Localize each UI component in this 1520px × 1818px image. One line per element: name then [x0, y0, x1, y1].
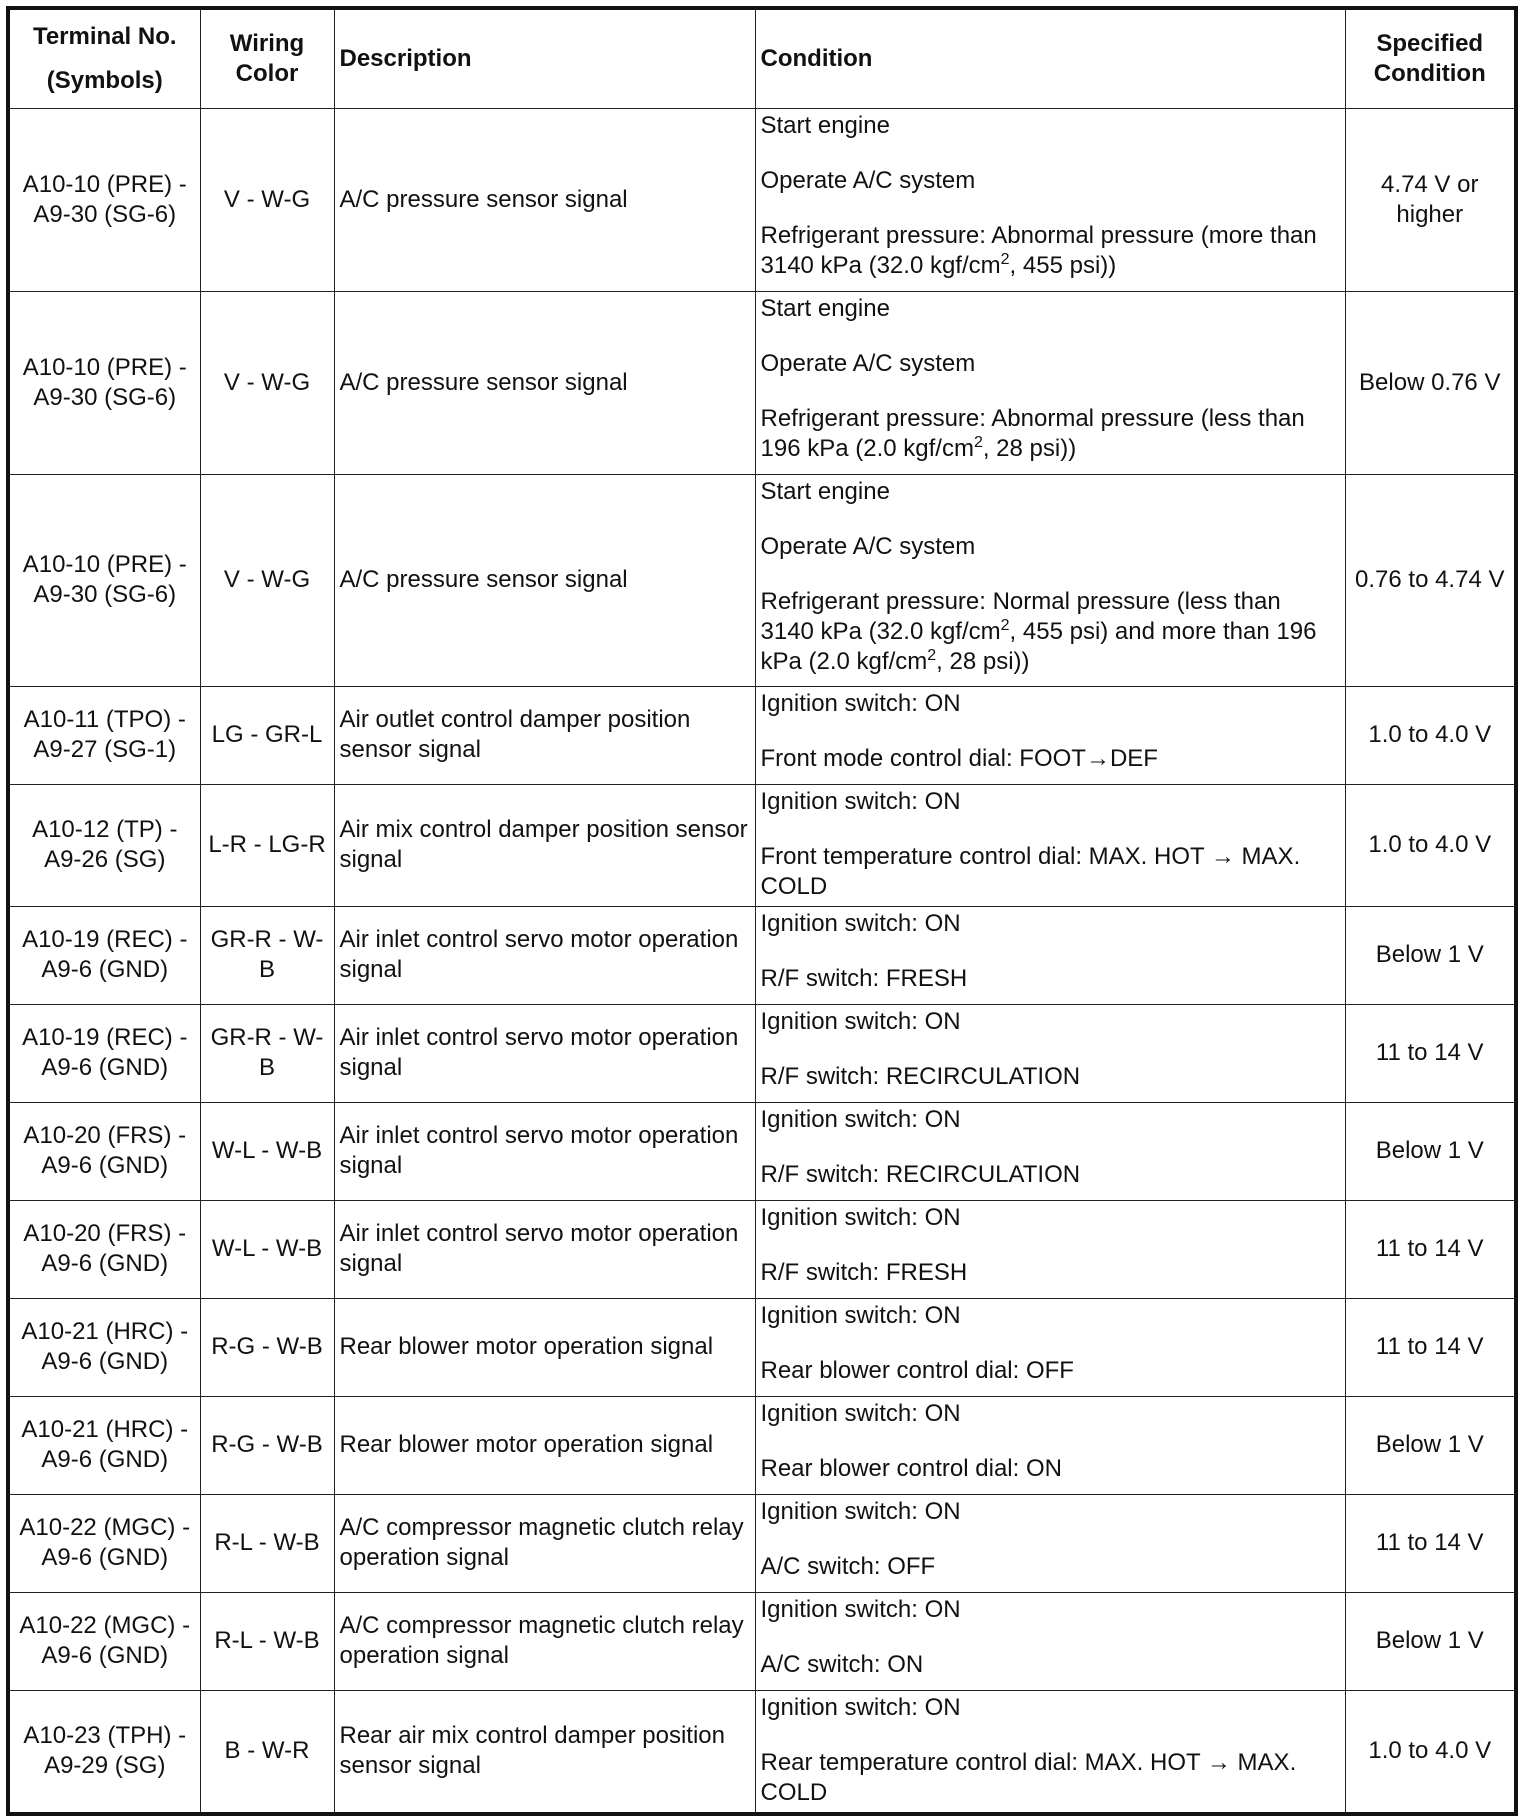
cell-specified-condition: 1.0 to 4.0 V — [1345, 686, 1516, 784]
condition-text: Operate A/C system — [760, 349, 976, 377]
condition-text: R/F switch: FRESH — [760, 964, 968, 992]
condition-text: Rear blower control dial: OFF — [760, 1356, 1074, 1384]
condition-text: Refrigerant pressure: Normal pressure (less than 3140 kPa (32.0 kgf/cm — [760, 587, 1281, 645]
cell-terminal — [8, 906, 200, 1004]
terminal-line: A10-22 (MGC) - — [19, 1514, 191, 1541]
cell-specified-condition: 1.0 to 4.0 V — [1345, 1690, 1516, 1814]
header-specified-line2: Condition — [1373, 59, 1486, 87]
condition-line — [761, 221, 1340, 281]
terminal-line: A10-20 (FRS) - — [23, 1220, 187, 1247]
table-row — [8, 1592, 1516, 1690]
cell-wiring-color: GR-R - W-B — [200, 1004, 334, 1102]
condition-line — [761, 787, 1340, 817]
table-row — [8, 1200, 1516, 1298]
condition-line — [761, 1595, 1340, 1625]
condition-text: Ignition switch: ON — [760, 1105, 961, 1133]
terminal-line: A9-6 (GND) — [41, 1250, 169, 1277]
condition-line — [761, 294, 1340, 324]
cell-description: Air mix control damper position sensor signal — [334, 784, 755, 906]
cell-wiring-color: V - W-G — [200, 474, 334, 686]
terminal-line: A9-30 (SG-6) — [33, 581, 177, 608]
cell-terminal — [8, 474, 200, 686]
cell-condition — [755, 291, 1345, 474]
condition-line — [761, 1497, 1340, 1527]
table-row — [8, 686, 1516, 784]
condition-text: Operate A/C system — [760, 532, 976, 560]
condition-text: R/F switch: FRESH — [760, 1258, 968, 1286]
condition-text: Start engine — [760, 477, 890, 505]
terminal-line: A10-20 (FRS) - — [23, 1122, 187, 1149]
condition-line — [761, 111, 1340, 141]
cell-condition — [755, 1494, 1345, 1592]
condition-line — [761, 1007, 1340, 1037]
cell-terminal — [8, 1102, 200, 1200]
terminal-line: A9-6 (GND) — [41, 1544, 169, 1571]
cell-specified-condition: Below 1 V — [1345, 1102, 1516, 1200]
condition-line — [761, 1301, 1340, 1331]
condition-text: Start engine — [760, 111, 890, 139]
condition-text: , 28 psi)) — [936, 647, 1030, 675]
condition-text: Ignition switch: ON — [760, 1301, 961, 1329]
cell-terminal — [8, 1200, 200, 1298]
cell-condition — [755, 1298, 1345, 1396]
header-wiring-line1: Wiring — [229, 29, 305, 57]
condition-text: R/F switch: RECIRCULATION — [760, 1160, 1081, 1188]
cell-specified-condition: 1.0 to 4.0 V — [1345, 784, 1516, 906]
condition-line — [761, 1552, 1340, 1582]
cell-condition — [755, 474, 1345, 686]
cell-terminal — [8, 108, 200, 291]
header-wiring — [200, 8, 334, 108]
table-row — [8, 291, 1516, 474]
condition-text: , 455 psi) and more than 196 kPa (2.0 kgf/cm — [760, 617, 1317, 675]
terminal-line: A9-6 (GND) — [41, 1642, 169, 1669]
cell-description: A/C pressure sensor signal — [334, 474, 755, 686]
condition-text: , 455 psi)) — [1009, 251, 1117, 279]
condition-line — [761, 1693, 1340, 1723]
cell-condition — [755, 906, 1345, 1004]
header-specified — [1345, 8, 1516, 108]
condition-text: Ignition switch: ON — [760, 1595, 961, 1623]
table-row — [8, 784, 1516, 906]
cell-description: Rear blower motor operation signal — [334, 1396, 755, 1494]
condition-text: Operate A/C system — [760, 166, 976, 194]
terminal-line: A9-26 (SG) — [44, 846, 166, 873]
terminal-line: A9-6 (GND) — [41, 956, 169, 983]
cell-wiring-color: R-L - W-B — [200, 1494, 334, 1592]
cell-wiring-color: B - W-R — [200, 1690, 334, 1814]
cell-description: Air inlet control servo motor operation signal — [334, 906, 755, 1004]
terminal-line: A9-30 (SG-6) — [33, 200, 177, 228]
condition-text: Rear blower control dial: ON — [760, 1454, 1062, 1482]
terminal-line: A10-23 (TPH) - — [23, 1722, 187, 1749]
terminal-line: A10-21 (HRC) - — [21, 1318, 189, 1345]
condition-line — [761, 1258, 1340, 1288]
condition-line — [761, 1105, 1340, 1135]
cell-description: Air outlet control damper position sensor signal — [334, 686, 755, 784]
condition-text: Start engine — [760, 294, 890, 322]
table-body — [8, 108, 1516, 1814]
cell-wiring-color: W-L - W-B — [200, 1200, 334, 1298]
table-row — [8, 474, 1516, 686]
condition-line — [761, 404, 1340, 464]
terminal-line: A9-27 (SG-1) — [33, 736, 177, 763]
condition-text: Rear temperature control dial: MAX. HOT → MAX. COLD — [760, 1748, 1297, 1806]
cell-description: Air inlet control servo motor operation signal — [334, 1004, 755, 1102]
cell-wiring-color: R-G - W-B — [200, 1298, 334, 1396]
condition-text: A/C switch: ON — [760, 1650, 924, 1678]
table-row — [8, 1298, 1516, 1396]
header-description: Description — [334, 8, 755, 108]
condition-text: Refrigerant pressure: Abnormal pressure (less than 196 kPa (2.0 kgf/cm — [760, 404, 1305, 462]
table-row — [8, 906, 1516, 1004]
condition-text: Ignition switch: ON — [760, 1693, 961, 1721]
cell-terminal — [8, 1592, 200, 1690]
cell-wiring-color: LG - GR-L — [200, 686, 334, 784]
condition-line — [761, 964, 1340, 994]
cell-terminal — [8, 1396, 200, 1494]
terminal-line: A10-12 (TP) - — [32, 816, 178, 843]
superscript: 2 — [1000, 616, 1010, 634]
terminal-spec-table — [6, 6, 1518, 1816]
cell-wiring-color: R-L - W-B — [200, 1592, 334, 1690]
condition-line — [761, 1399, 1340, 1429]
condition-line — [761, 909, 1340, 939]
condition-line — [761, 689, 1340, 719]
condition-text: R/F switch: RECIRCULATION — [760, 1062, 1081, 1090]
terminal-line: A10-10 (PRE) - — [22, 353, 187, 381]
header-specified-line1: Specified — [1376, 29, 1484, 57]
cell-description: Rear air mix control damper position sensor signal — [334, 1690, 755, 1814]
header-condition: Condition — [755, 8, 1345, 108]
cell-wiring-color: V - W-G — [200, 291, 334, 474]
cell-condition — [755, 1200, 1345, 1298]
condition-line — [761, 166, 1340, 196]
condition-text: Ignition switch: ON — [760, 689, 961, 717]
terminal-line: A10-11 (TPO) - — [23, 706, 186, 733]
cell-description: Rear blower motor operation signal — [334, 1298, 755, 1396]
cell-wiring-color: R-G - W-B — [200, 1396, 334, 1494]
cell-specified-condition: Below 1 V — [1345, 906, 1516, 1004]
condition-line — [761, 1748, 1340, 1808]
cell-condition — [755, 686, 1345, 784]
header-terminal-line1: Terminal No. — [32, 22, 177, 50]
cell-description: Air inlet control servo motor operation signal — [334, 1102, 755, 1200]
table-row — [8, 1494, 1516, 1592]
terminal-line: A9-6 (GND) — [41, 1054, 169, 1081]
cell-specified-condition: 11 to 14 V — [1345, 1298, 1516, 1396]
condition-line — [761, 1062, 1340, 1092]
superscript: 2 — [1000, 250, 1010, 268]
cell-specified-condition: 11 to 14 V — [1345, 1494, 1516, 1592]
cell-specified-condition: 4.74 V or higher — [1345, 108, 1516, 291]
table-row — [8, 1690, 1516, 1814]
condition-text: A/C switch: OFF — [760, 1552, 936, 1580]
terminal-line: A9-6 (GND) — [41, 1152, 169, 1179]
condition-line — [761, 1454, 1340, 1484]
condition-line — [761, 744, 1340, 774]
condition-text: Ignition switch: ON — [760, 1007, 961, 1035]
header-row — [8, 8, 1516, 108]
cell-terminal — [8, 1494, 200, 1592]
condition-text: , 28 psi)) — [982, 434, 1077, 462]
cell-description: A/C pressure sensor signal — [334, 291, 755, 474]
header-terminal — [8, 8, 200, 108]
condition-line — [761, 532, 1340, 562]
cell-terminal — [8, 1690, 200, 1814]
cell-wiring-color: GR-R - W-B — [200, 906, 334, 1004]
table-row — [8, 1102, 1516, 1200]
table-row — [8, 1396, 1516, 1494]
cell-specified-condition: 11 to 14 V — [1345, 1004, 1516, 1102]
cell-condition — [755, 1592, 1345, 1690]
condition-text: Ignition switch: ON — [760, 787, 961, 815]
superscript: 2 — [973, 433, 983, 451]
condition-text: Front mode control dial: FOOT→DEF — [760, 744, 1158, 772]
cell-terminal — [8, 1298, 200, 1396]
cell-description: Air inlet control servo motor operation signal — [334, 1200, 755, 1298]
condition-line — [761, 1650, 1340, 1680]
superscript: 2 — [927, 646, 937, 664]
terminal-line: A10-10 (PRE) - — [22, 551, 187, 578]
header-terminal-line2: (Symbols) — [46, 66, 163, 94]
cell-description: A/C compressor magnetic clutch relay operation signal — [334, 1592, 755, 1690]
cell-wiring-color: V - W-G — [200, 108, 334, 291]
cell-description: A/C pressure sensor signal — [334, 108, 755, 291]
cell-description: A/C compressor magnetic clutch relay operation signal — [334, 1494, 755, 1592]
cell-wiring-color: W-L - W-B — [200, 1102, 334, 1200]
terminal-line: A9-6 (GND) — [41, 1446, 169, 1473]
cell-terminal — [8, 784, 200, 906]
cell-specified-condition: Below 1 V — [1345, 1396, 1516, 1494]
terminal-line: A10-19 (REC) - — [22, 1024, 188, 1051]
condition-text: Ignition switch: ON — [760, 1203, 961, 1231]
table-row — [8, 108, 1516, 291]
condition-text: Ignition switch: ON — [760, 1497, 961, 1525]
cell-terminal — [8, 291, 200, 474]
cell-condition — [755, 108, 1345, 291]
cell-specified-condition: Below 0.76 V — [1345, 291, 1516, 474]
cell-condition — [755, 1396, 1345, 1494]
header-wiring-line2: Color — [235, 59, 299, 87]
cell-condition — [755, 1690, 1345, 1814]
terminal-line: A10-22 (MGC) - — [19, 1612, 191, 1639]
condition-line — [761, 842, 1340, 902]
cell-terminal — [8, 686, 200, 784]
terminal-line: A10-21 (HRC) - — [21, 1416, 189, 1443]
condition-line — [761, 1203, 1340, 1233]
condition-text: Ignition switch: ON — [760, 1399, 961, 1427]
condition-line — [761, 477, 1340, 507]
terminal-line: A9-6 (GND) — [41, 1348, 169, 1375]
terminal-line: A9-29 (SG) — [44, 1752, 166, 1779]
cell-specified-condition: 11 to 14 V — [1345, 1200, 1516, 1298]
condition-text: Refrigerant pressure: Abnormal pressure (more than 3140 kPa (32.0 kgf/cm — [760, 221, 1317, 279]
condition-text: Front temperature control dial: MAX. HOT → MAX. COLD — [760, 842, 1301, 900]
cell-specified-condition: Below 1 V — [1345, 1592, 1516, 1690]
terminal-line: A10-10 (PRE) - — [22, 170, 187, 198]
table-row — [8, 1004, 1516, 1102]
terminal-line: A9-30 (SG-6) — [33, 383, 177, 411]
condition-line — [761, 349, 1340, 379]
condition-text: Ignition switch: ON — [760, 909, 961, 937]
cell-specified-condition: 0.76 to 4.74 V — [1345, 474, 1516, 686]
terminal-line: A10-19 (REC) - — [22, 926, 188, 953]
condition-line — [761, 587, 1340, 677]
cell-terminal — [8, 1004, 200, 1102]
condition-line — [761, 1160, 1340, 1190]
cell-wiring-color: L-R - LG-R — [200, 784, 334, 906]
cell-condition — [755, 1102, 1345, 1200]
cell-condition — [755, 784, 1345, 906]
cell-condition — [755, 1004, 1345, 1102]
condition-line — [761, 1356, 1340, 1386]
